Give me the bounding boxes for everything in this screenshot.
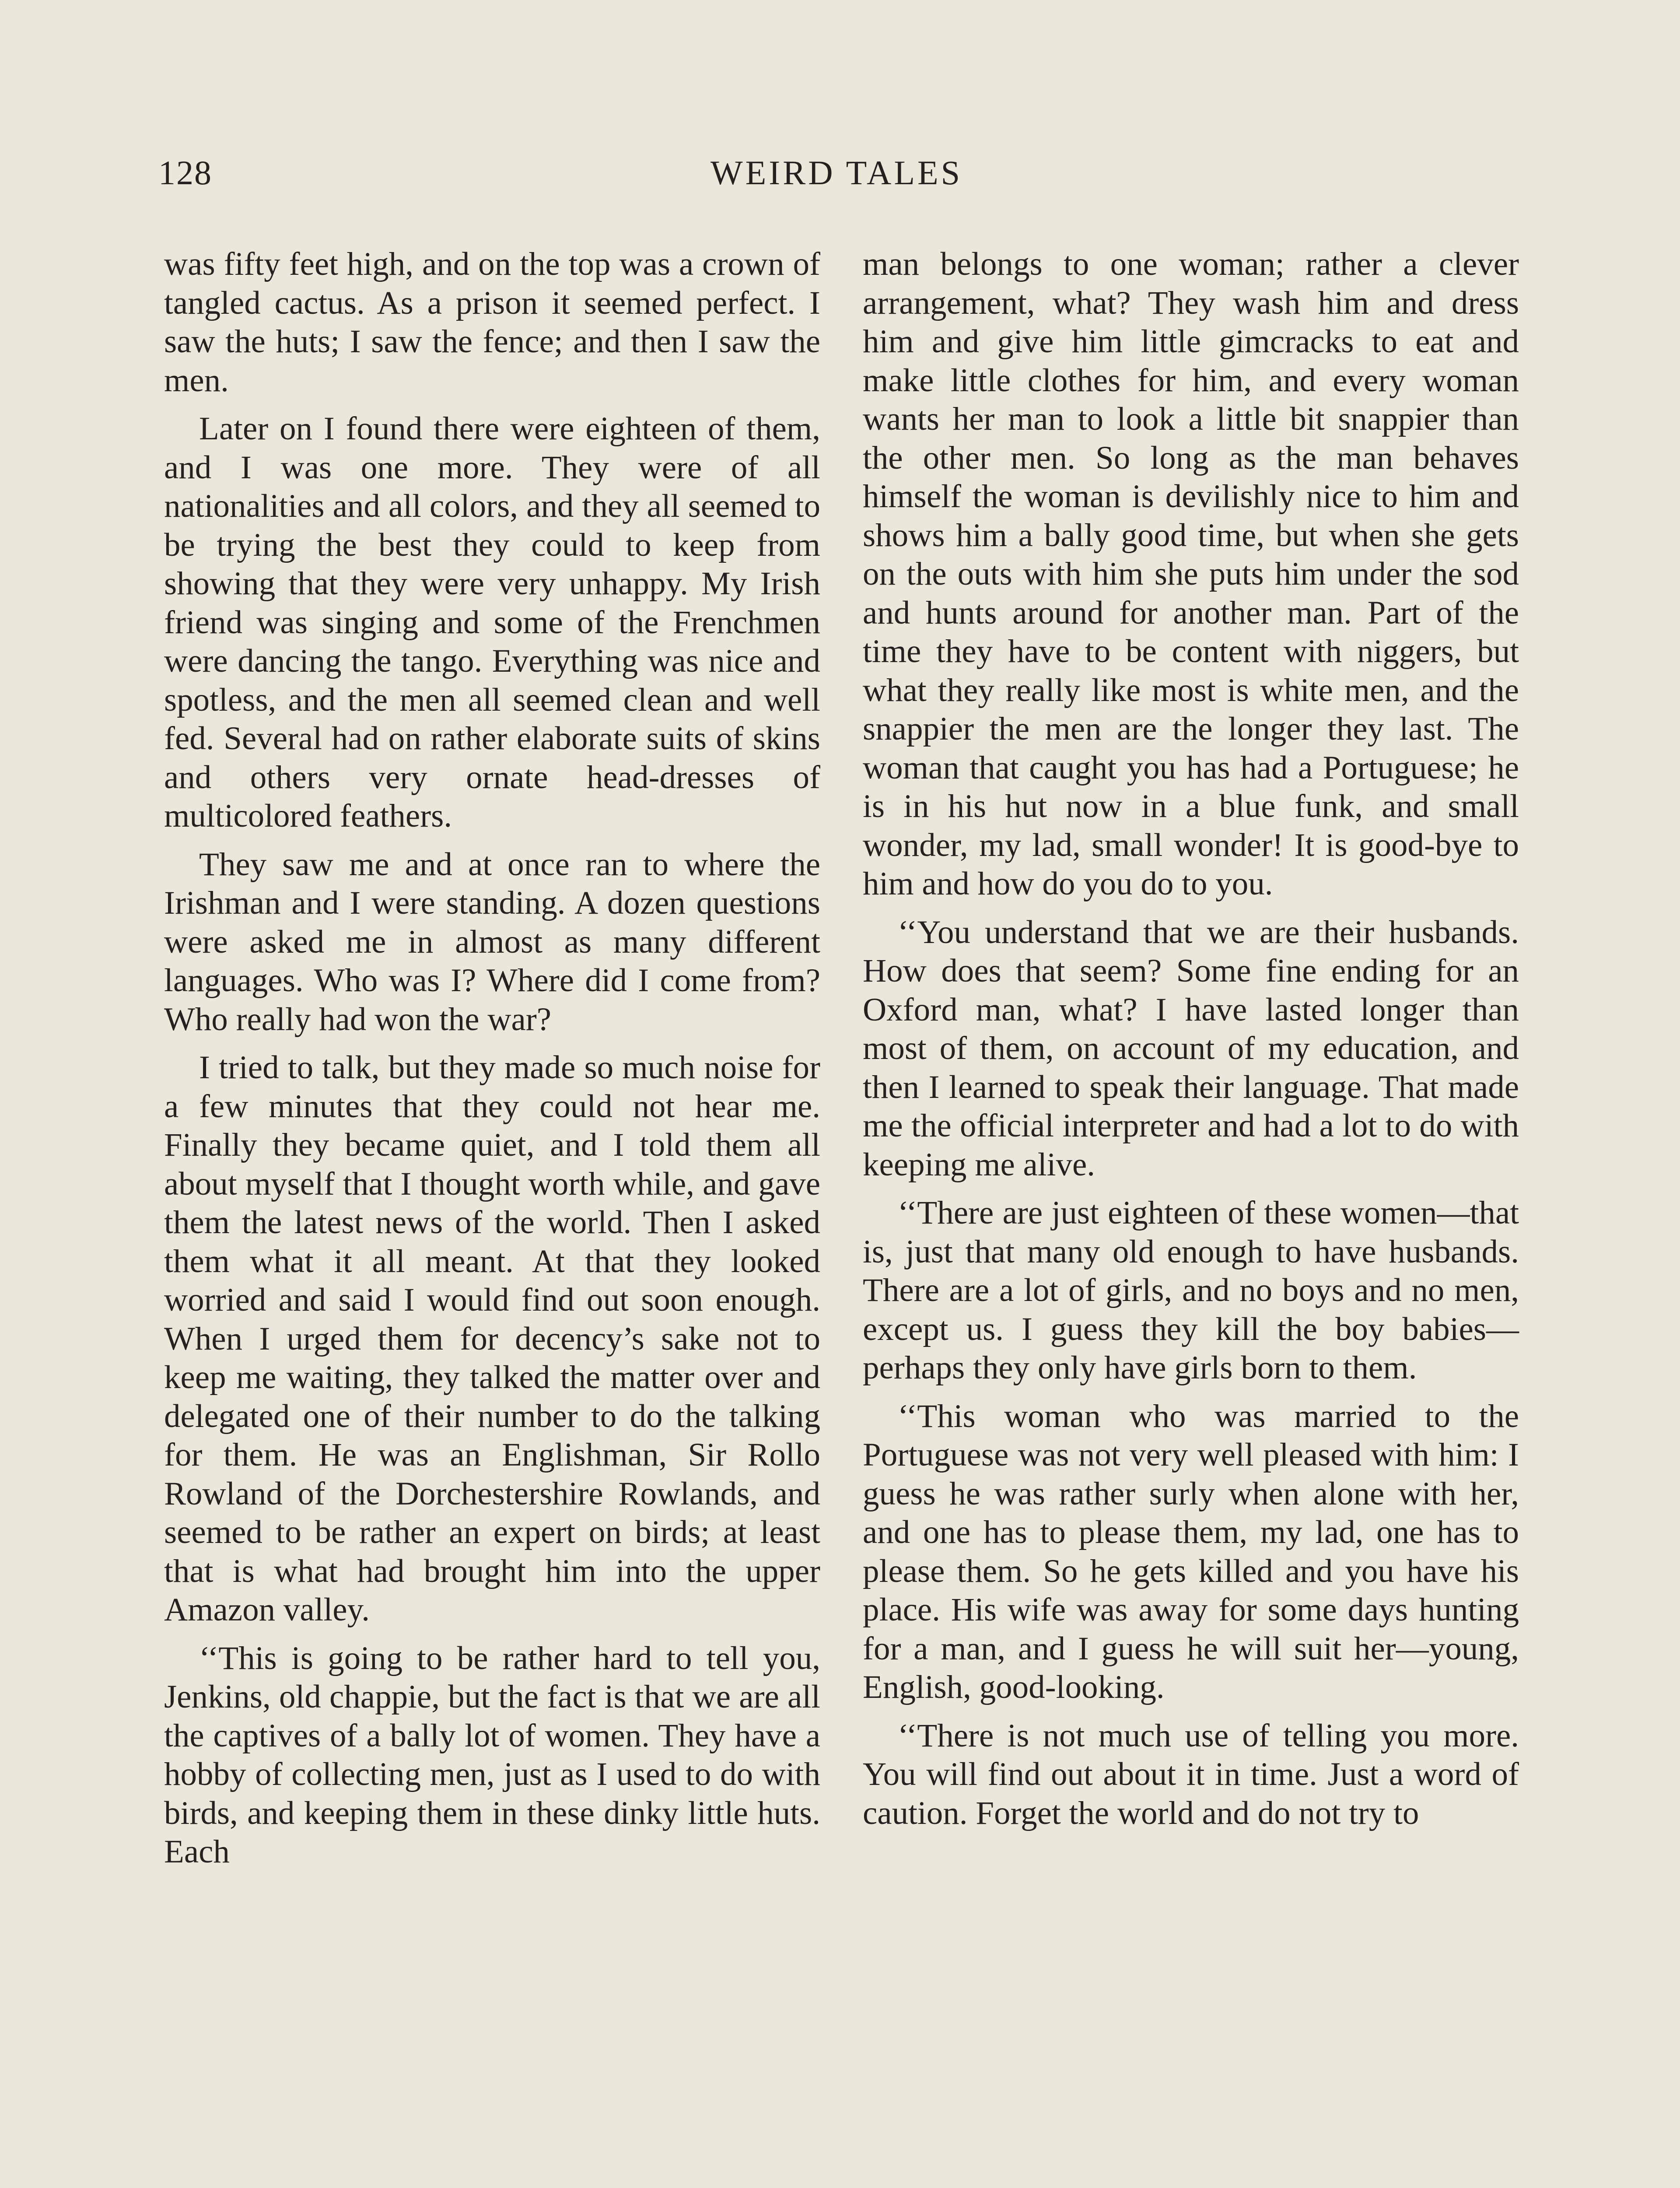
paragraph: ‘‘This is going to be rather hard to tell you, Jenkins, old chappie, but the fact is that we are all the captives of a bally lot of women. They have a hobby of collecting men, just as I used to do with birds, and keeping them in these dinky little huts. Each (164, 1640, 820, 1870)
running-title: WEIRD TALES (710, 154, 963, 192)
paragraph: ‘‘There are just eighteen of these women—that is, just that many old enough to have husbands. There are a lot of girls, and no boys and no men, except us. I guess they kill the boy babies—perhaps they only have girls born to them. (863, 1195, 1519, 1386)
page-number: 128 (158, 154, 212, 192)
paragraph: Later on I found there were eighteen of them, and I was one more. They were of all nationalities and all colors, and they all seemed to be trying the best they could to keep from showing that they were very unhappy. My Irish friend was singing and some of the Frenchmen were dancing the tango. Everything was nice and spotless, and the men all seemed clean and well fed. Several had on rather elaborate suits of skins and others very ornate head-dresses of multicolored feathers. (164, 410, 820, 834)
right-column (863, 245, 1519, 1833)
paragraph: ‘‘This woman who was married to the Portuguese was not very well pleased with him: I guess he was rather surly when alone with her, and one has to please them, my lad, one has to please them. So he gets killed and you have his place. His wife was away for some days hunting for a man, and I guess he will suit her—young, English, good-looking. (863, 1398, 1519, 1705)
left-column (164, 245, 820, 1872)
paragraph: man belongs to one woman; rather a clever arrangement, what? They wash him and dress him and give him little gimcracks to eat and make little clothes for him, and every woman wants her man to look a little bit snappier than the other men. So long as the man behaves himself the woman is devilishly nice to him and shows him a bally good time, but when she gets on the outs with him she puts him under the sod and hunts around for another man. Part of the time they have to be content with niggers, but what they really like most is white men, and the snappier the men are the longer they last. The woman that caught you has had a Portuguese; he is in his hut now in a blue funk, and small wonder, my lad, small wonder! It is good-bye to him and how do you do to you. (863, 246, 1519, 902)
page-header (158, 149, 1515, 197)
paragraph: They saw me and at once ran to where the Irishman and I were standing. A dozen questions were asked me in almost as many different languages. Who was I? Where did I come from? Who really had won the war? (164, 846, 820, 1038)
paragraph: was fifty feet high, and on the top was a crown of tangled cactus. As a prison it seemed perfect. I saw the huts; I saw the fence; and then I saw the men. (164, 246, 820, 399)
paragraph: ‘‘There is not much use of telling you more. You will find out about it in time. Just a word of caution. Forget the world and do not try to (863, 1717, 1519, 1831)
paragraph: I tried to talk, but they made so much noise for a few minutes that they could not hear me. Finally they became quiet, and I told them all about myself that I thought worth while, and gave them the latest news of the world. Then I asked them what it all meant. At that they looked worried and said I would find out soon enough. When I urged them for decency’s sake not to keep me waiting, they talked the matter over and delegated one of their number to do the talking for them. He was an Englishman, Sir Rollo Rowland of the Dorchestershire Rowlands, and seemed to be rather an expert on birds; at least that is what had brought him into the upper Amazon valley. (164, 1049, 820, 1628)
paragraph: ‘‘You understand that we are their husbands. How does that seem? Some fine ending for an Oxford man, what? I have lasted longer than most of them, on account of my education, and then I learned to speak their language. That made me the official interpreter and had a lot to do with keeping me alive. (863, 914, 1519, 1183)
